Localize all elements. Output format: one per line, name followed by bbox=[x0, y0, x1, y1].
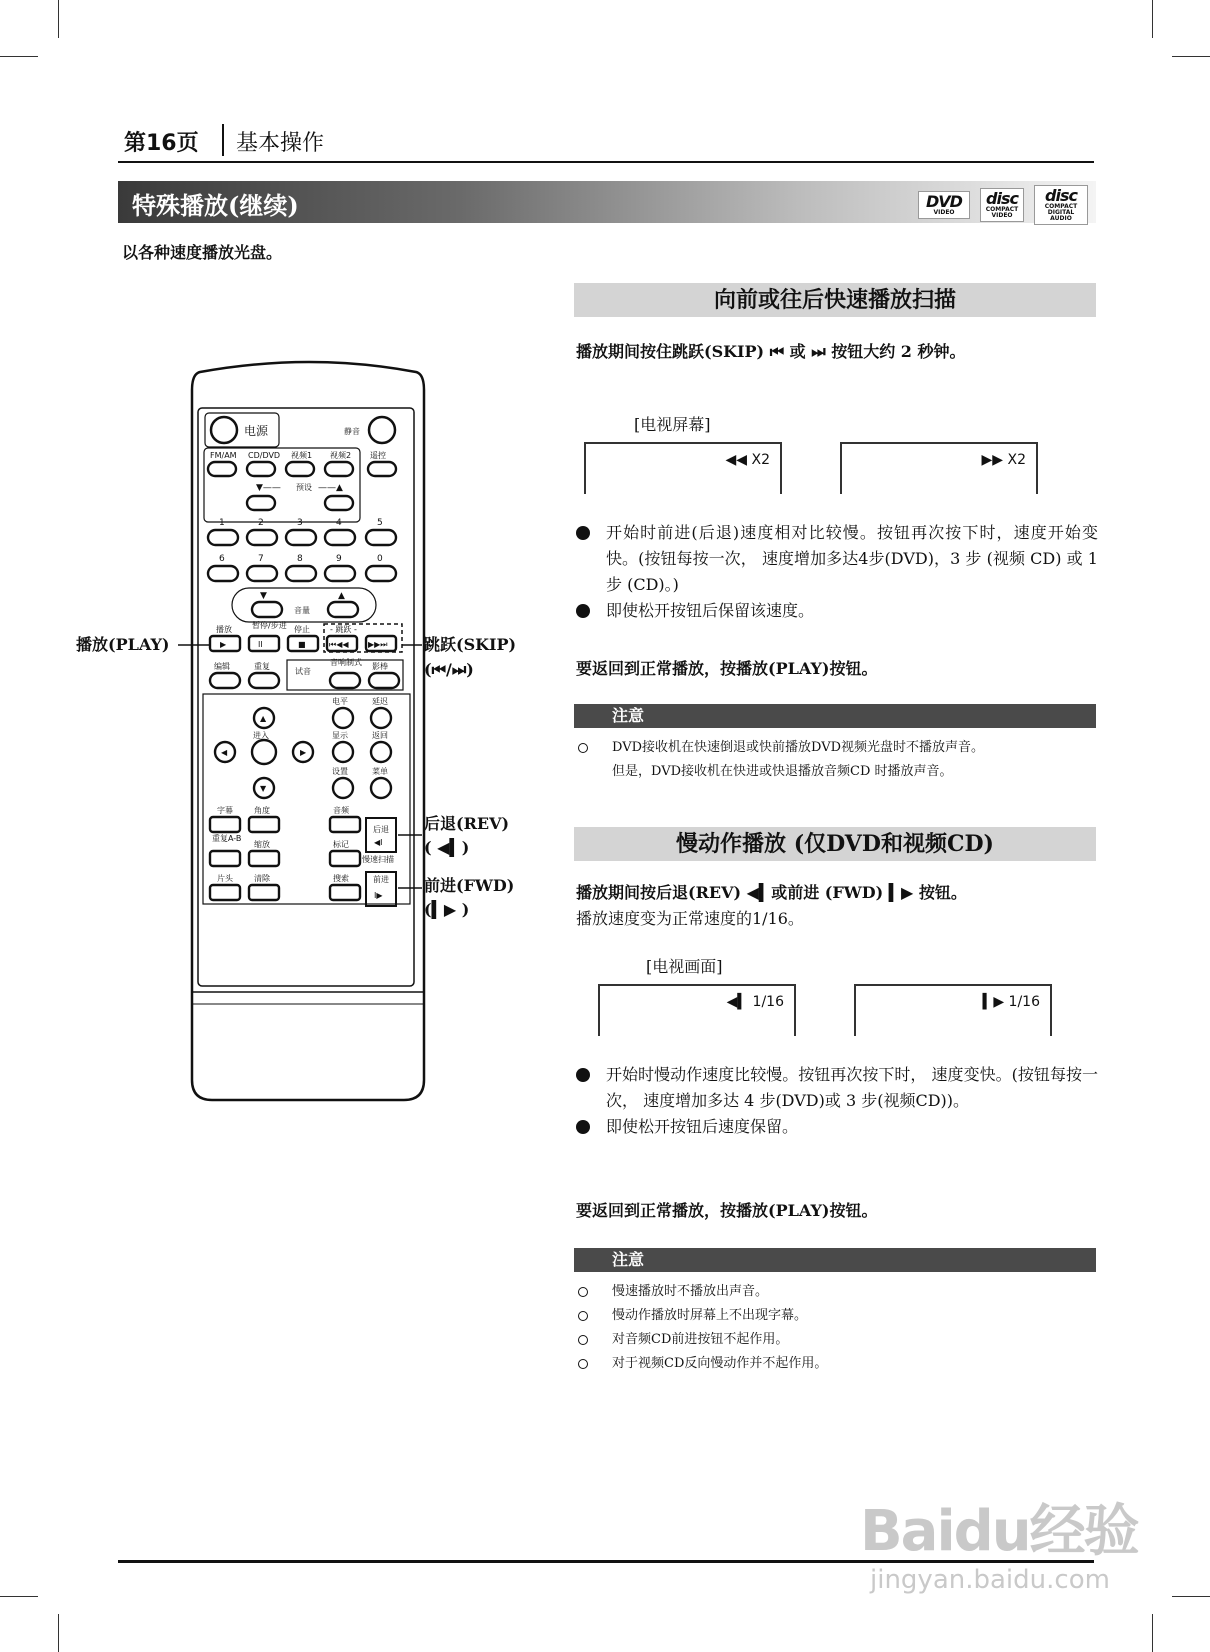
tv-screen-fwd-slow: ▍▶ 1/16 bbox=[854, 984, 1052, 1036]
delay-label: 延迟 bbox=[372, 697, 388, 706]
src-remote: 遥控 bbox=[370, 451, 386, 460]
header-rule bbox=[118, 161, 1094, 163]
dvd-video-logo: DVD VIDEO bbox=[918, 191, 970, 219]
num-8: 8 bbox=[297, 554, 303, 564]
slow-motion-bullets bbox=[574, 1062, 1098, 1140]
svg-text:◀: ◀ bbox=[221, 748, 228, 757]
list-item: 开始时慢动作速度比较慢。按钮再次按下时， 速度变快。(按钮每按一次， 速度增加多达 4 步(DVD)或 3 步(视频CD))。 bbox=[574, 1062, 1098, 1114]
remote-control-illustration bbox=[60, 360, 540, 1120]
tv-screen-rev-slow: ◀▍ 1/16 bbox=[598, 984, 796, 1036]
list-item: 慢动作播放时屏幕上不出现字幕。 bbox=[574, 1304, 1098, 1328]
fast-scan-note-heading: 注意 bbox=[574, 704, 1096, 728]
crop-mark bbox=[1152, 0, 1153, 38]
fast-scan-notes bbox=[574, 736, 1098, 784]
num-5: 5 bbox=[377, 518, 383, 528]
src-cddvd: CD/DVD bbox=[248, 451, 281, 460]
list-item: 但是，DVD接收机在快进或快退播放音频CD 时播放声音。 bbox=[612, 764, 953, 779]
list-item: 即使松开按钮后速度保留。 bbox=[574, 1114, 1098, 1140]
num-7: 7 bbox=[258, 554, 264, 564]
baidu-watermark bbox=[860, 1500, 1138, 1596]
stop-label: 停止 bbox=[294, 625, 310, 634]
mute-label: 静音 bbox=[344, 427, 360, 436]
test-tone-label: 试音 bbox=[295, 667, 311, 676]
fast-scan-heading: 向前或往后快速播放扫描 bbox=[574, 283, 1096, 317]
svg-text:▶: ▶ bbox=[300, 748, 307, 757]
tv-screen-rev-x2: ◀◀ X2 bbox=[584, 442, 782, 494]
src-video2: 视频2 bbox=[330, 451, 352, 460]
crop-mark bbox=[0, 56, 38, 57]
slow-scan-label: 慢速扫描 bbox=[362, 855, 394, 864]
src-video1: 视频1 bbox=[291, 451, 313, 460]
audio-label: 音频 bbox=[333, 806, 349, 815]
svg-text:⏮◀◀: ⏮◀◀ bbox=[329, 640, 349, 649]
intro-text: 以各种速度播放光盘。 bbox=[122, 243, 283, 262]
return-label: 返回 bbox=[372, 731, 388, 740]
svg-text:▼: ▼ bbox=[260, 784, 267, 793]
clear-label: 清除 bbox=[254, 874, 270, 883]
setup-label: 设置 bbox=[332, 767, 348, 776]
svg-text:◀I: ◀I bbox=[374, 838, 383, 847]
callout-skip-symbols: (⏮/⏭) bbox=[424, 660, 474, 679]
callout-fwd: 前进(FWD) bbox=[424, 876, 515, 895]
list-item: 慢速播放时不播放出声音。 bbox=[574, 1280, 1098, 1304]
volume-label: 音量 bbox=[294, 606, 310, 615]
num-0: 0 bbox=[377, 554, 383, 564]
menu-label: 菜单 bbox=[372, 767, 388, 776]
fast-scan-instruction: 播放期间按住跳跃(SKIP) ⏮ 或 ⏭ 按钮大约 2 秒钟。 bbox=[576, 342, 966, 361]
fwd-key-label: 前进 bbox=[373, 875, 389, 884]
callout-skip: 跳跃(SKIP) bbox=[424, 635, 517, 654]
sound-mode-label: 音响制式 bbox=[330, 658, 362, 667]
num-4: 4 bbox=[336, 518, 342, 528]
preset-label: 预设 bbox=[296, 483, 312, 492]
callout-fwd-symbol: (▍▶ ) bbox=[424, 900, 470, 919]
fast-scan-bullets bbox=[574, 520, 1098, 624]
tv-picture-label: [电视画面] bbox=[646, 957, 723, 976]
crop-mark bbox=[1152, 1614, 1153, 1652]
compact-disc-audio-logo: disc COMPACT DIGITAL AUDIO bbox=[1034, 185, 1088, 225]
repeat-ab-label: 重复A-B bbox=[212, 834, 242, 843]
list-item: 对音频CD前进按钮不起作用。 bbox=[574, 1328, 1098, 1352]
marker-label: 标记 bbox=[333, 840, 349, 849]
title-label: 片头 bbox=[217, 874, 233, 883]
slow-motion-heading: 慢动作播放 (仅DVD和视频CD) bbox=[574, 827, 1096, 861]
num-3: 3 bbox=[297, 518, 303, 528]
compact-disc-video-logo: disc COMPACT VIDEO bbox=[980, 188, 1024, 222]
search-label: 搜索 bbox=[333, 874, 349, 883]
slow-motion-speed-text: 播放速度变为正常速度的1/16。 bbox=[576, 909, 804, 928]
watermark-brand: Baidu经验 bbox=[860, 1499, 1138, 1564]
callout-rev: 后退(REV) bbox=[424, 814, 510, 833]
svg-text:■: ■ bbox=[298, 640, 306, 649]
repeat-label: 重复 bbox=[254, 662, 270, 671]
slow-motion-return-text: 要返回到正常播放，按播放(PLAY)按钮。 bbox=[576, 1201, 878, 1220]
svg-text:▲: ▲ bbox=[260, 714, 267, 723]
angle-label: 角度 bbox=[254, 806, 270, 815]
num-2: 2 bbox=[258, 518, 264, 528]
callout-play: 播放(PLAY) bbox=[76, 635, 170, 654]
svg-text:▼——: ▼—— bbox=[256, 483, 281, 493]
svg-text:▶▶⏭: ▶▶⏭ bbox=[368, 640, 388, 649]
list-item: 对于视频CD反向慢动作并不起作用。 bbox=[574, 1352, 1098, 1376]
svg-text:▼: ▼ bbox=[260, 591, 267, 601]
num-9: 9 bbox=[336, 554, 342, 564]
cinema-label: 影棒 bbox=[372, 662, 388, 671]
header-divider bbox=[222, 124, 224, 156]
list-item: 开始时前进(后退)速度相对比较慢。按钮再次按下时，速度开始变快。(按钮每按一次， 速度增加多达4步(DVD)，3 步 (视频 CD) 或 1 步 (CD)。) bbox=[574, 520, 1098, 598]
num-1: 1 bbox=[219, 518, 225, 528]
crop-mark bbox=[58, 0, 59, 38]
tv-screen-label: [电视屏幕] bbox=[634, 415, 711, 434]
edit-label: 编辑 bbox=[214, 662, 230, 671]
rev-key-label: 后退 bbox=[373, 825, 389, 834]
svg-text:——▲: ——▲ bbox=[318, 483, 343, 493]
display-label: 显示 bbox=[332, 731, 348, 740]
crop-mark bbox=[1172, 56, 1210, 57]
chapter-title: 特殊播放(继续) bbox=[132, 191, 299, 220]
num-6: 6 bbox=[219, 554, 225, 564]
level-label: 电平 bbox=[332, 697, 348, 706]
svg-text:▶: ▶ bbox=[220, 640, 227, 649]
play-label: 播放 bbox=[216, 625, 232, 634]
crop-mark bbox=[1172, 1596, 1210, 1597]
power-label: 电源 bbox=[244, 424, 269, 438]
svg-text:II: II bbox=[258, 640, 263, 649]
pause-label: 暂停/步进 bbox=[252, 621, 287, 630]
list-item: DVD接收机在快速倒退或快前播放DVD视频光盘时不播放声音。 bbox=[574, 736, 1098, 760]
skip-label: - 跳跃 - bbox=[330, 625, 357, 634]
tv-screen-fwd-x2: ▶▶ X2 bbox=[840, 442, 1038, 494]
fast-scan-return-text: 要返回到正常播放，按播放(PLAY)按钮。 bbox=[576, 659, 878, 678]
svg-text:I▶: I▶ bbox=[374, 891, 383, 900]
format-logos bbox=[918, 185, 1088, 225]
slow-motion-note-heading: 注意 bbox=[574, 1248, 1096, 1272]
src-fmam: FM/AM bbox=[210, 451, 237, 460]
slow-motion-instruction: 播放期间按后退(REV) ◀▍或前进 (FWD) ▍▶ 按钮。 bbox=[576, 883, 967, 902]
watermark-url: jingyan.baidu.com bbox=[870, 1565, 1110, 1595]
crop-mark bbox=[0, 1596, 38, 1597]
subtitle-label: 字幕 bbox=[217, 806, 233, 815]
section-title: 基本操作 bbox=[236, 131, 325, 156]
callout-rev-symbol: ( ◀▍) bbox=[424, 838, 470, 857]
slow-motion-notes bbox=[574, 1280, 1098, 1376]
page-number: 第16页 bbox=[124, 131, 199, 156]
list-item: 即使松开按钮后保留该速度。 bbox=[574, 598, 1098, 624]
zoom-label: 缩放 bbox=[254, 840, 270, 849]
svg-text:▲: ▲ bbox=[338, 591, 345, 601]
enter-label: 进入 bbox=[253, 731, 269, 740]
crop-mark bbox=[58, 1614, 59, 1652]
